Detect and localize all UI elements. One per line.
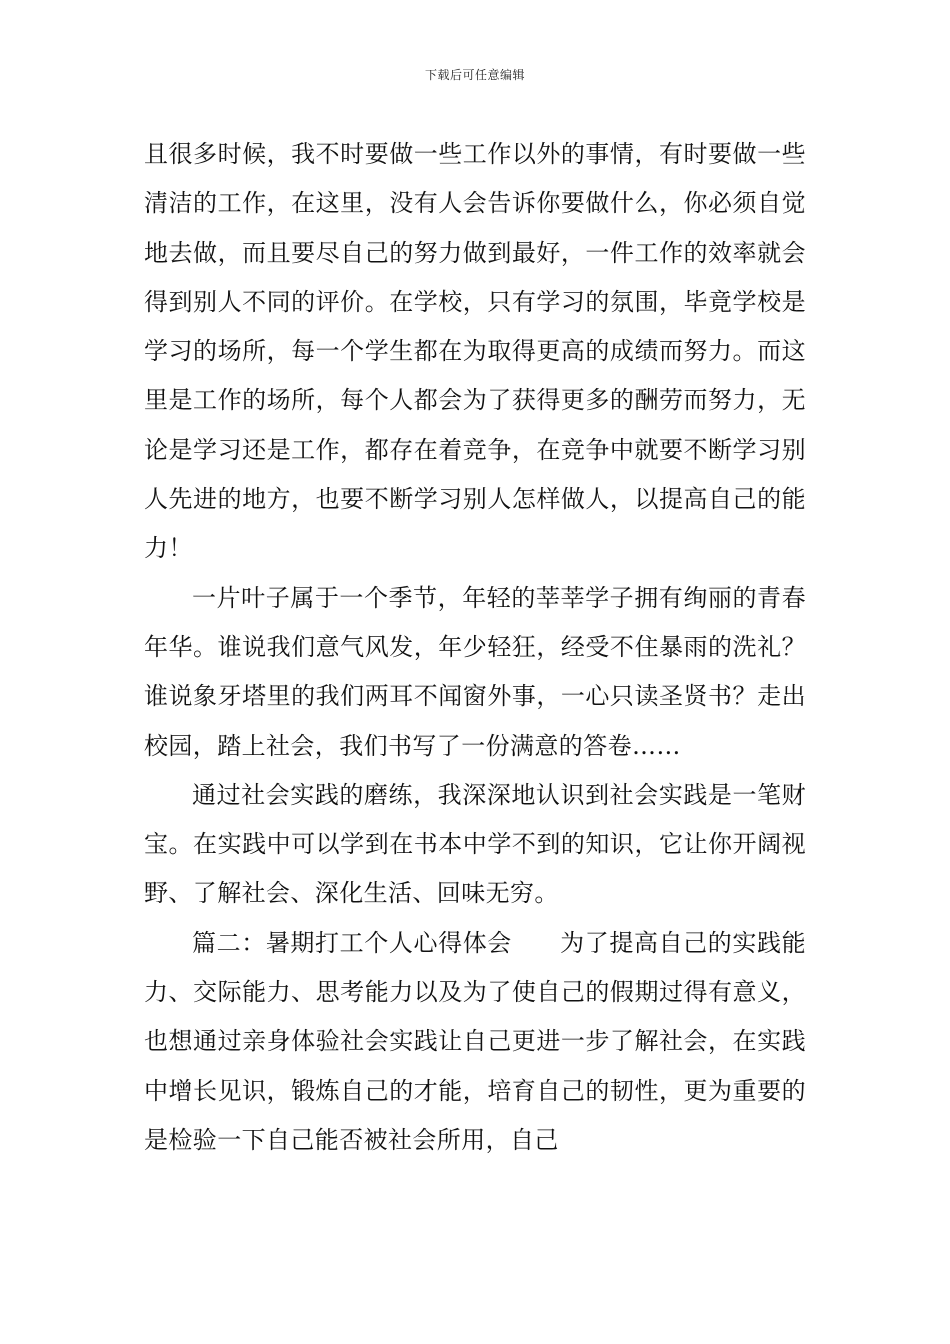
paragraph-continuation: 且很多时候，我不时要做一些工作以外的事情，有时要做一些清洁的工作，在这里，没有人会告诉你要做什么，你必须自觉地去做，而且要尽自己的努力做到最好，一件工作的效率就会得到别人不同的评价。在学校，只有学习的氛围，毕竟学校是学习的场所，每一个学生都在为取得更高的成绩而努力。而这里是工作的场所，每个人都会为了获得更多的酬劳而努力，无论是学习还是工作，都存在着竞争，在竞争中就要不断学习别人先进的地方，也要不断学习别人怎样做人，以提高自己的能力！ bbox=[144, 140, 806, 563]
section-two-title: 篇二：暑期打工个人心得体会 bbox=[192, 928, 512, 957]
header-note: 下载后可任意编辑 bbox=[424, 68, 525, 82]
paragraph-leaf-season: 一片叶子属于一个季节，年轻的莘莘学子拥有绚丽的青春年华。谁说我们意气风发，年少轻狂，经受不住暴雨的洗礼？谁说象牙塔里的我们两耳不闻窗外事，一心只读圣贤书？走出校园，踏上社会，我们书写了一份满意的答卷…… bbox=[144, 583, 806, 760]
paragraph-section-two bbox=[144, 919, 806, 1165]
document-body bbox=[144, 130, 806, 1165]
paragraph-practice-treasure: 通过社会实践的磨练，我深深地认识到社会实践是一笔财宝。在实践中可以学到在书本中学不到的知识，它让你开阔视野、了解社会、深化生活、回味无穷。 bbox=[144, 780, 806, 908]
section-two-text: 为了提高自己的实践能力、交际能力、思考能力以及为了使自己的假期过得有意义，也想通过亲身体验社会实践让自己更进一步了解社会，在实践中增长见识，锻炼自己的才能，培育自己的韧性，更为重要的是检验一下自己能否被社会所用，自己 bbox=[144, 928, 807, 1154]
